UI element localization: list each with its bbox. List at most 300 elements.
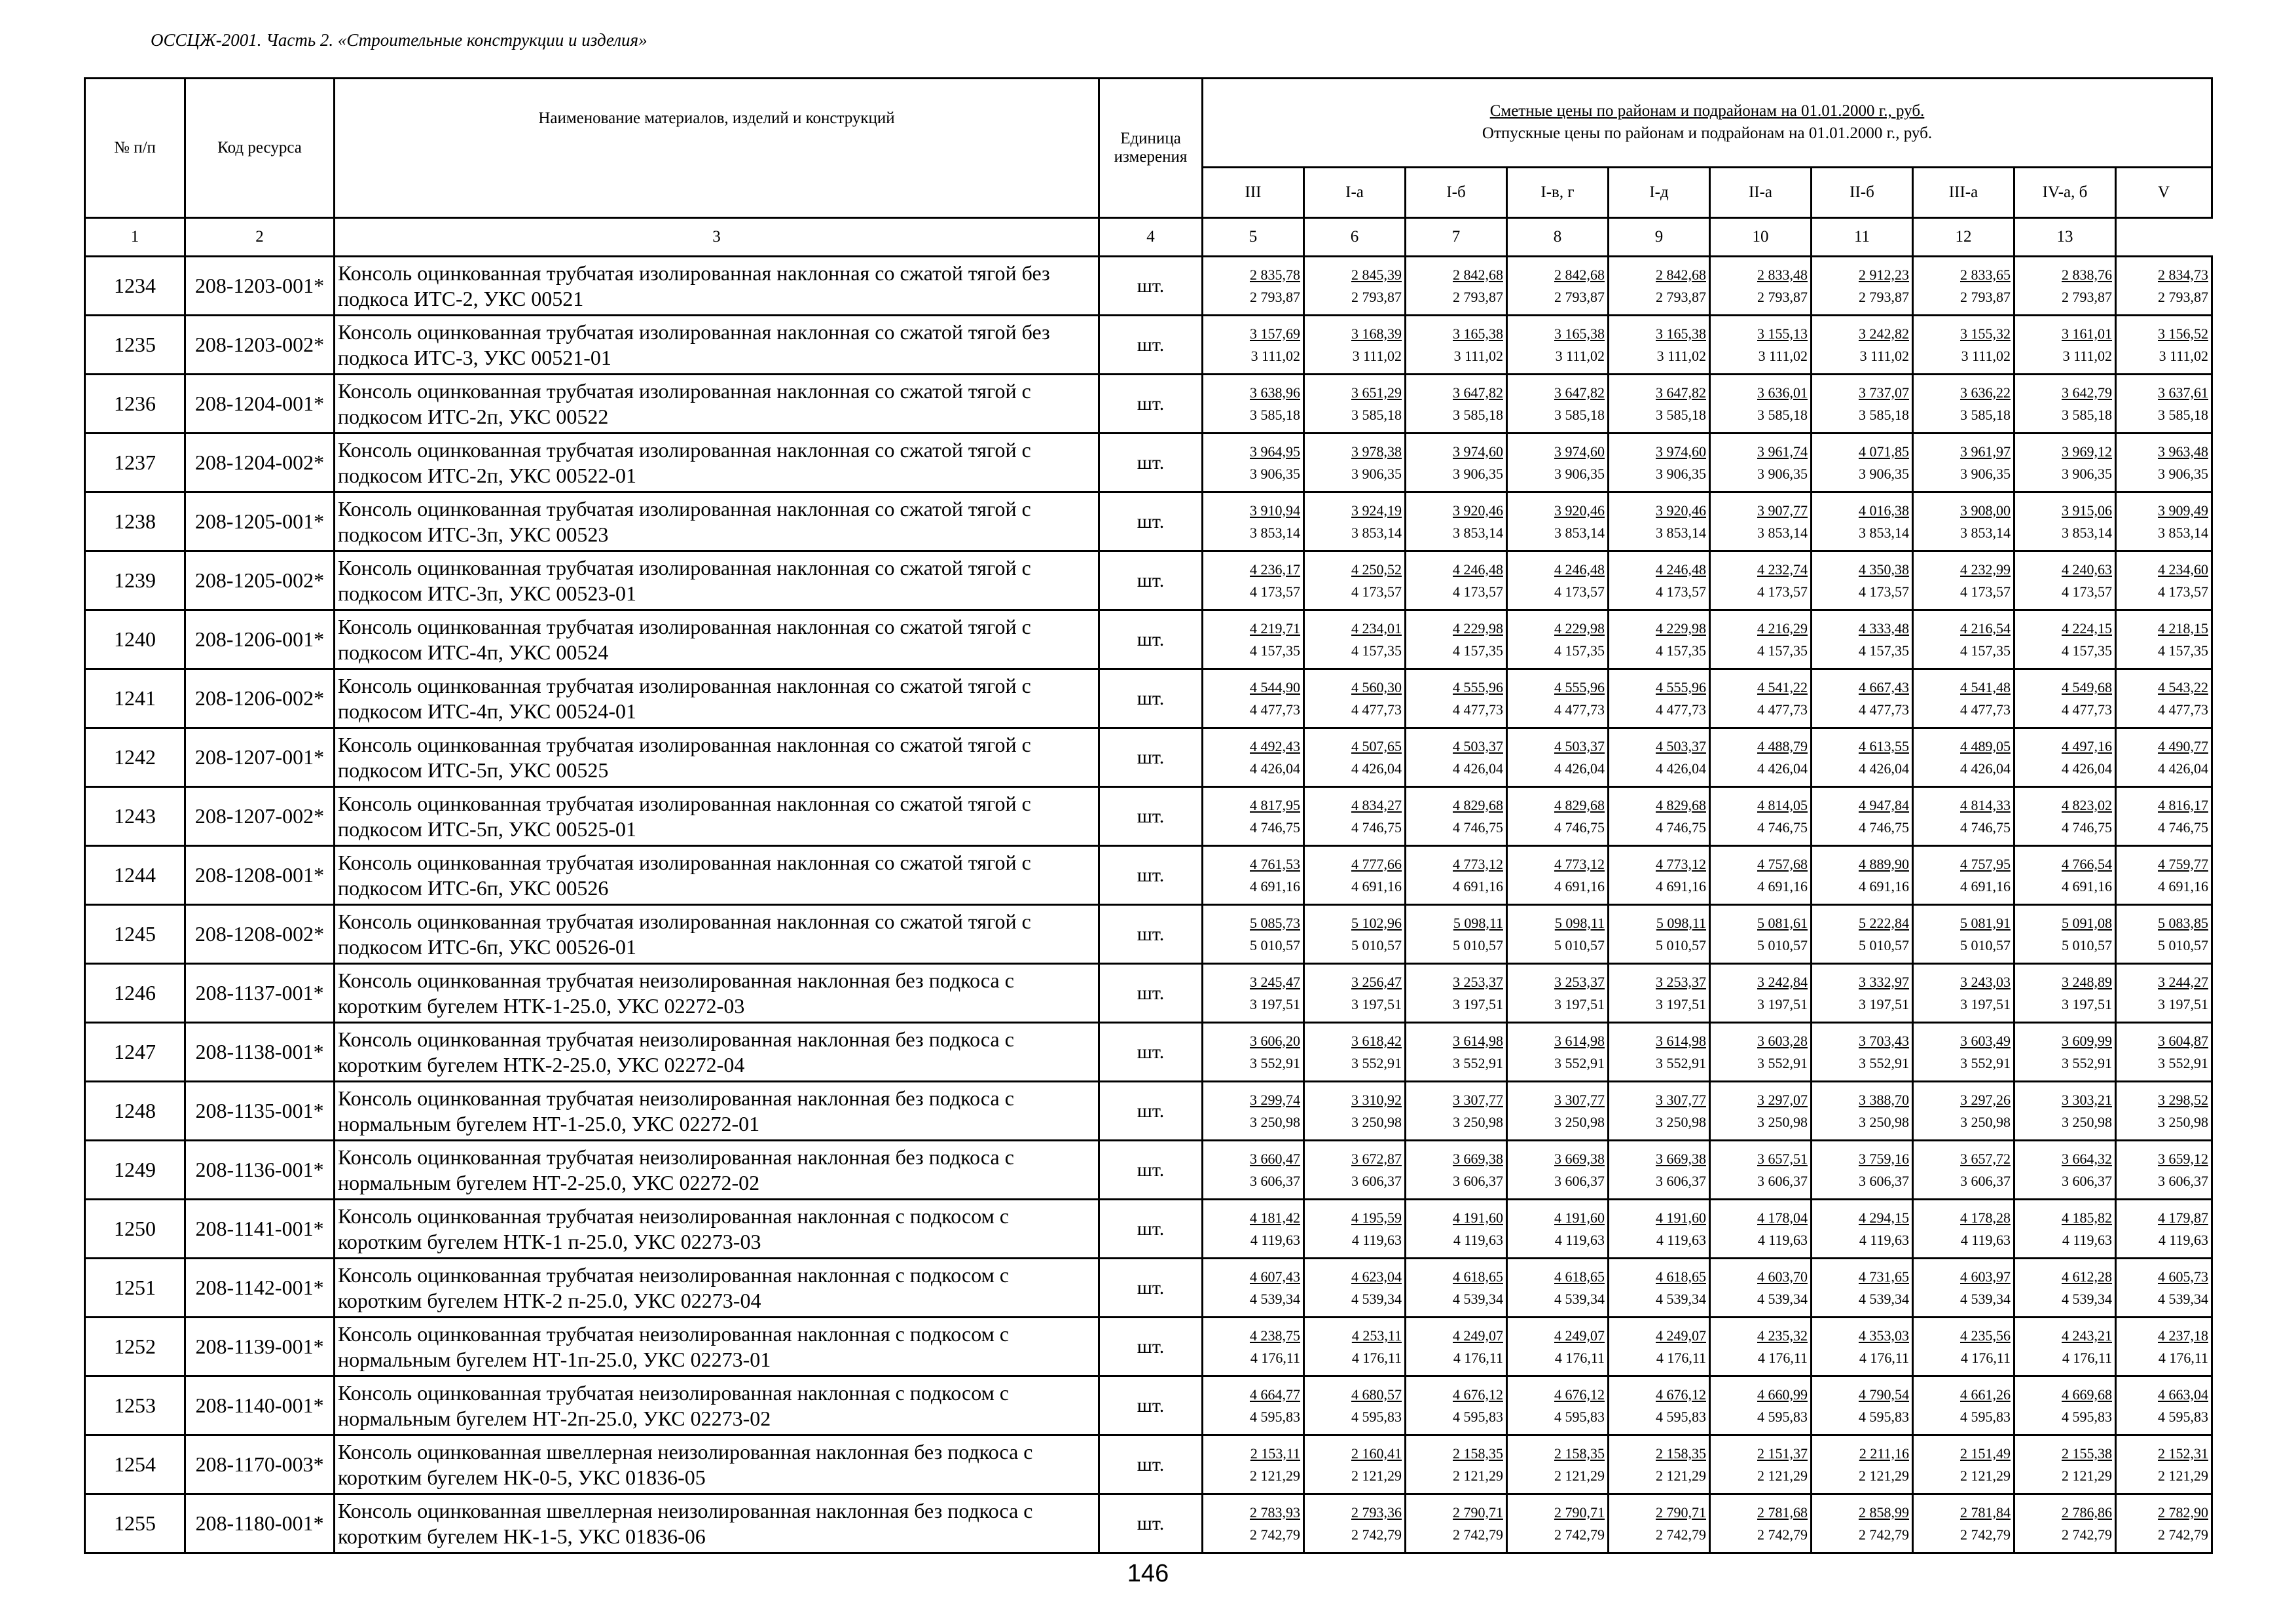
release-price: 3 552,91: [1656, 1054, 1706, 1071]
release-price: 2 793,87: [1656, 288, 1706, 305]
release-price: 4 157,35: [1250, 642, 1300, 659]
release-price: 4 173,57: [1757, 583, 1808, 600]
release-price: 4 426,04: [1757, 760, 1808, 777]
release-price: 4 176,11: [1757, 1349, 1808, 1366]
price-cell: [2014, 728, 2116, 787]
resource-code: 208-1141-001*: [185, 1200, 335, 1259]
estimate-price: 2 781,84: [1960, 1504, 2011, 1521]
estimate-price: 2 842,68: [1554, 266, 1605, 283]
release-price: 2 793,87: [1960, 288, 2011, 305]
estimate-price: 2 786,86: [2062, 1504, 2112, 1521]
release-price: 4 595,83: [1960, 1408, 2011, 1425]
release-price: 3 853,14: [1453, 524, 1503, 541]
estimate-price: 4 237,18: [2158, 1327, 2208, 1344]
release-price: 4 477,73: [1960, 701, 2011, 718]
estimate-price: 2 858,99: [1859, 1504, 1909, 1521]
release-price: 4 426,04: [2158, 760, 2208, 777]
resource-code: 208-1135-001*: [185, 1082, 335, 1141]
estimate-price: 4 555,96: [1554, 678, 1605, 695]
row-number: 1254: [85, 1435, 185, 1494]
release-price: 4 119,63: [2158, 1231, 2208, 1248]
estimate-price: 4 016,38: [1859, 502, 1909, 519]
price-cell: [1203, 1259, 1304, 1318]
release-price: 3 606,37: [1453, 1172, 1503, 1189]
price-cell: [1913, 1494, 2014, 1553]
release-price: 5 010,57: [1960, 936, 2011, 953]
estimate-price: 3 920,46: [1656, 502, 1706, 519]
price-cell: [1609, 375, 1710, 434]
price-cell: [1406, 375, 1507, 434]
table-row: [85, 1259, 2212, 1318]
price-cell: [1304, 905, 1406, 964]
release-price: 3 111,02: [1250, 347, 1300, 364]
release-price: 4 595,83: [2158, 1408, 2208, 1425]
estimate-price: 4 503,37: [1453, 737, 1503, 754]
estimate-price: 4 229,98: [1554, 619, 1605, 637]
release-price: 4 173,57: [1859, 583, 1909, 600]
price-cell: [1507, 1141, 1609, 1200]
release-price: 3 552,91: [1351, 1054, 1402, 1071]
estimate-price: 3 759,16: [1859, 1150, 1909, 1167]
release-price: 4 539,34: [1453, 1290, 1503, 1307]
estimate-price: 3 303,21: [2062, 1091, 2112, 1108]
price-cell: [1609, 1318, 1710, 1376]
price-cell: [1203, 964, 1304, 1023]
estimate-price: 3 669,38: [1453, 1150, 1503, 1167]
price-cell: [1913, 787, 2014, 846]
release-price: 3 606,37: [1960, 1172, 2011, 1189]
row-number: 1253: [85, 1376, 185, 1435]
release-price: 3 250,98: [1453, 1113, 1503, 1130]
release-price: 5 010,57: [2158, 936, 2208, 953]
release-price: 2 793,87: [1757, 288, 1808, 305]
resource-code: 208-1180-001*: [185, 1494, 335, 1553]
release-price: 4 426,04: [1453, 760, 1503, 777]
estimate-price: 4 236,17: [1250, 561, 1300, 578]
release-price: 2 742,79: [1960, 1526, 2011, 1543]
unit-cell: шт.: [1099, 1023, 1203, 1082]
release-price: 3 606,37: [1351, 1172, 1402, 1189]
release-price: 3 111,02: [2062, 347, 2112, 364]
price-cell: [1203, 316, 1304, 375]
release-price: 4 173,57: [1351, 583, 1402, 600]
estimate-price: 3 614,98: [1554, 1032, 1605, 1049]
estimate-price: 5 081,61: [1757, 914, 1808, 931]
estimate-price: 4 235,32: [1757, 1327, 1808, 1344]
price-cell: [1913, 1023, 2014, 1082]
release-price: 4 157,35: [1351, 642, 1402, 659]
item-name: Консоль оцинкованная трубчатая изолированная наклонная со сжатой тягой с подкосом ИТС-3п, УКС 00523: [335, 492, 1099, 551]
release-price: 4 173,57: [2158, 583, 2208, 600]
release-price: 4 691,16: [2158, 877, 2208, 895]
estimate-price: 2 155,38: [2062, 1445, 2112, 1462]
estimate-price: 4 492,43: [1250, 737, 1300, 754]
estimate-price: 3 669,38: [1656, 1150, 1706, 1167]
estimate-price: 5 098,11: [1554, 914, 1605, 931]
release-price: 3 585,18: [1250, 406, 1300, 423]
estimate-price: 3 299,74: [1250, 1091, 1300, 1108]
release-price: 2 793,87: [2158, 288, 2208, 305]
release-price: 4 746,75: [1859, 819, 1909, 836]
estimate-price: 2 790,71: [1453, 1504, 1503, 1521]
estimate-price: 4 790,54: [1859, 1386, 1909, 1403]
price-table: [84, 77, 2213, 1554]
column-number: 9: [1609, 218, 1710, 257]
release-price: 4 173,57: [2062, 583, 2112, 600]
release-price: 4 746,75: [2062, 819, 2112, 836]
release-price: 2 793,87: [1554, 288, 1605, 305]
unit-cell: шт.: [1099, 610, 1203, 669]
estimate-price: 3 659,12: [2158, 1150, 2208, 1167]
release-price: 3 552,91: [1960, 1054, 2011, 1071]
table-row: [85, 1200, 2212, 1259]
price-cell: [1406, 1376, 1507, 1435]
price-cell: [1406, 728, 1507, 787]
estimate-price: 3 298,52: [2158, 1091, 2208, 1108]
release-price: 2 121,29: [1960, 1467, 2011, 1484]
estimate-price: 5 091,08: [2062, 914, 2112, 931]
price-cell: [1406, 316, 1507, 375]
price-cell: [1203, 257, 1304, 316]
estimate-price: 5 222,84: [1859, 914, 1909, 931]
price-cell: [2116, 434, 2212, 492]
release-price: 3 906,35: [2158, 465, 2208, 482]
estimate-price: 3 651,29: [1351, 384, 1402, 401]
release-price: 4 176,11: [1859, 1349, 1909, 1366]
estimate-price: 2 153,11: [1250, 1445, 1300, 1462]
estimate-price: 4 676,12: [1554, 1386, 1605, 1403]
price-cell: [1913, 316, 2014, 375]
price-cell: [1304, 1494, 1406, 1553]
table-row: [85, 375, 2212, 434]
estimate-price: 4 731,65: [1859, 1268, 1909, 1285]
price-cell: [2014, 905, 2116, 964]
release-price: 3 853,14: [2158, 524, 2208, 541]
price-cell: [1710, 257, 1812, 316]
price-cell: [1913, 669, 2014, 728]
estimate-price: 4 507,65: [1351, 737, 1402, 754]
estimate-price: 4 816,17: [2158, 796, 2208, 813]
release-price: 2 793,87: [1250, 288, 1300, 305]
release-price: 3 111,02: [1859, 347, 1909, 364]
release-price: 4 477,73: [1453, 701, 1503, 718]
price-cell: [2116, 492, 2212, 551]
estimate-price: 3 974,60: [1656, 443, 1706, 460]
table-row: [85, 1082, 2212, 1141]
release-price: 4 176,11: [1453, 1349, 1503, 1366]
release-price: 3 197,51: [2062, 995, 2112, 1012]
estimate-price: 4 757,95: [1960, 855, 2011, 872]
release-price: 4 746,75: [2158, 819, 2208, 836]
unit-cell: шт.: [1099, 551, 1203, 610]
price-cell: [1812, 1494, 1913, 1553]
release-price: 3 606,37: [1554, 1172, 1605, 1189]
price-cell: [1609, 905, 1710, 964]
estimate-price: 4 773,12: [1554, 855, 1605, 872]
price-cell: [2014, 1435, 2116, 1494]
release-price: 2 742,79: [1453, 1526, 1503, 1543]
release-price: 4 119,63: [1453, 1231, 1503, 1248]
price-cell: [1812, 551, 1913, 610]
release-price: 2 793,87: [1859, 288, 1909, 305]
item-name: Консоль оцинкованная трубчатая неизолированная наклонная с подкосом с коротким бугелем НТК-1 п-25.0, УКС 02273-03: [335, 1200, 1099, 1259]
price-cell: [1812, 375, 1913, 434]
price-cell: [1203, 1141, 1304, 1200]
estimate-price: 4 350,38: [1859, 561, 1909, 578]
estimate-price: 4 488,79: [1757, 737, 1808, 754]
estimate-price: 3 243,03: [1960, 973, 2011, 990]
estimate-price: 3 637,61: [2158, 384, 2208, 401]
estimate-price: 2 790,71: [1656, 1504, 1706, 1521]
price-cell: [1609, 257, 1710, 316]
estimate-price: 2 781,68: [1757, 1504, 1808, 1521]
unit-cell: шт.: [1099, 787, 1203, 846]
release-price: 3 853,14: [1859, 524, 1909, 541]
estimate-price: 3 307,77: [1554, 1091, 1605, 1108]
price-cell: [1812, 492, 1913, 551]
estimate-price: 4 224,15: [2062, 619, 2112, 637]
estimate-price: 4 294,15: [1859, 1209, 1909, 1226]
release-price: 4 691,16: [2062, 877, 2112, 895]
release-price: 4 176,11: [1960, 1349, 2011, 1366]
estimate-price: 4 218,15: [2158, 619, 2208, 637]
price-cell: [1507, 787, 1609, 846]
price-cell: [2014, 1141, 2116, 1200]
release-price: 2 742,79: [1859, 1526, 1909, 1543]
table-row: [85, 1023, 2212, 1082]
table-row: [85, 257, 2212, 316]
price-cell: [1710, 610, 1812, 669]
price-cell: [1507, 1376, 1609, 1435]
estimate-price: 3 961,74: [1757, 443, 1808, 460]
release-price: 3 111,02: [1555, 347, 1605, 364]
estimate-price: 3 660,47: [1250, 1150, 1300, 1167]
header-name: Наименование материалов, изделий и конструкций: [335, 79, 1099, 218]
unit-cell: шт.: [1099, 434, 1203, 492]
price-cell: [1304, 669, 1406, 728]
release-price: 4 746,75: [1757, 819, 1808, 836]
release-price: 2 121,29: [2158, 1467, 2208, 1484]
release-price: 4 173,57: [1960, 583, 2011, 600]
release-price: 3 606,37: [1859, 1172, 1909, 1189]
price-cell: [2014, 1023, 2116, 1082]
estimate-price: 4 490,77: [2158, 737, 2208, 754]
price-cell: [1710, 905, 1812, 964]
price-cell: [1304, 1259, 1406, 1318]
estimate-price: 4 669,68: [2062, 1386, 2112, 1403]
estimate-price: 4 761,53: [1250, 855, 1300, 872]
price-cell: [1304, 1318, 1406, 1376]
release-price: 3 606,37: [2158, 1172, 2208, 1189]
row-number: 1247: [85, 1023, 185, 1082]
release-price: 4 157,35: [1656, 642, 1706, 659]
release-price: 3 197,51: [1656, 995, 1706, 1012]
price-cell: [1710, 375, 1812, 434]
price-cell: [1710, 1023, 1812, 1082]
estimate-price: 3 242,82: [1859, 325, 1909, 342]
resource-code: 208-1140-001*: [185, 1376, 335, 1435]
price-cell: [1304, 257, 1406, 316]
estimate-price: 4 503,37: [1554, 737, 1605, 754]
estimate-price: 4 229,98: [1453, 619, 1503, 637]
column-number: 4: [1099, 218, 1203, 257]
price-cell: [1710, 787, 1812, 846]
price-cell: [1304, 316, 1406, 375]
price-cell: [2014, 964, 2116, 1023]
estimate-price: 4 249,07: [1554, 1327, 1605, 1344]
table-row: [85, 1494, 2212, 1553]
estimate-price: 4 240,63: [2062, 561, 2112, 578]
release-price: 3 853,14: [2062, 524, 2112, 541]
unit-cell: шт.: [1099, 728, 1203, 787]
release-price: 4 746,75: [1250, 819, 1300, 836]
release-price: 3 853,14: [1656, 524, 1706, 541]
item-name: Консоль оцинкованная трубчатая изолированная наклонная со сжатой тягой с подкосом ИТС-6п, УКС 00526-01: [335, 905, 1099, 964]
release-price: 3 197,51: [1859, 995, 1909, 1012]
release-price: 4 157,35: [2062, 642, 2112, 659]
release-price: 4 477,73: [1250, 701, 1300, 718]
price-cell: [1406, 434, 1507, 492]
release-price: 3 111,02: [1453, 347, 1503, 364]
release-price: 3 552,91: [1757, 1054, 1808, 1071]
row-number: 1238: [85, 492, 185, 551]
resource-code: 208-1142-001*: [185, 1259, 335, 1318]
price-cell: [1913, 375, 2014, 434]
row-number: 1242: [85, 728, 185, 787]
estimate-price: 2 158,35: [1453, 1445, 1503, 1462]
resource-code: 208-1203-002*: [185, 316, 335, 375]
price-cell: [1406, 551, 1507, 610]
price-cell: [2014, 1318, 2116, 1376]
price-cell: [2116, 787, 2212, 846]
estimate-price: 4 889,90: [1859, 855, 1909, 872]
column-number: 2: [185, 218, 335, 257]
column-number: 7: [1406, 218, 1507, 257]
price-cell: [2014, 1200, 2116, 1259]
row-number: 1249: [85, 1141, 185, 1200]
price-cell: [1406, 1494, 1507, 1553]
release-price: 4 539,34: [2158, 1290, 2208, 1307]
unit-cell: шт.: [1099, 905, 1203, 964]
release-price: 4 691,16: [1250, 877, 1300, 895]
price-cell: [2116, 728, 2212, 787]
header-num: № п/п: [85, 79, 185, 218]
price-cell: [2116, 1200, 2212, 1259]
estimate-price: 3 603,49: [1960, 1032, 2011, 1049]
price-cell: [1812, 434, 1913, 492]
unit-cell: шт.: [1099, 846, 1203, 905]
price-cell: [1710, 846, 1812, 905]
price-cell: [1812, 1082, 1913, 1141]
unit-cell: шт.: [1099, 1200, 1203, 1259]
page-header: ОССЦЖ-2001. Часть 2. «Строительные конструкции и изделия»: [151, 30, 647, 50]
release-price: 2 121,29: [1757, 1467, 1808, 1484]
release-price: 2 742,79: [2062, 1526, 2112, 1543]
estimate-price: 4 185,82: [2062, 1209, 2112, 1226]
release-price: 3 111,02: [1961, 347, 2011, 364]
price-cell: [2116, 1023, 2212, 1082]
column-number: 5: [1203, 218, 1304, 257]
estimate-price: 3 974,60: [1453, 443, 1503, 460]
item-name: Консоль оцинкованная трубчатая изолированная наклонная со сжатой тягой без подкоса ИТС-2, УКС 00521: [335, 257, 1099, 316]
release-price: 3 552,91: [1250, 1054, 1300, 1071]
price-cell: [1203, 1494, 1304, 1553]
estimate-price: 3 253,37: [1554, 973, 1605, 990]
estimate-price: 4 773,12: [1656, 855, 1706, 872]
price-cell: [1913, 257, 2014, 316]
price-cell: [2014, 316, 2116, 375]
price-cell: [2116, 1259, 2212, 1318]
estimate-price: 3 636,01: [1757, 384, 1808, 401]
estimate-price: 2 151,49: [1960, 1445, 2011, 1462]
price-cell: [1304, 1435, 1406, 1494]
estimate-price: 3 703,43: [1859, 1032, 1909, 1049]
estimate-price: 4 544,90: [1250, 678, 1300, 695]
release-price: 3 111,02: [1758, 347, 1808, 364]
estimate-price: 4 605,73: [2158, 1268, 2208, 1285]
resource-code: 208-1139-001*: [185, 1318, 335, 1376]
estimate-price: 4 560,30: [1351, 678, 1402, 695]
resource-code: 208-1203-001*: [185, 257, 335, 316]
release-price: 4 426,04: [1859, 760, 1909, 777]
release-price: 4 119,63: [1656, 1231, 1706, 1248]
price-cell: [2116, 1141, 2212, 1200]
price-cell: [1812, 787, 1913, 846]
release-price: 3 585,18: [1453, 406, 1503, 423]
release-price: 4 595,83: [2062, 1408, 2112, 1425]
release-price: 3 250,98: [1757, 1113, 1808, 1130]
release-price: 3 906,35: [1656, 465, 1706, 482]
release-price: 4 539,34: [1351, 1290, 1402, 1307]
region-header: I-а: [1304, 167, 1406, 217]
price-cell: [1203, 787, 1304, 846]
release-price: 4 477,73: [2062, 701, 2112, 718]
release-price: 4 426,04: [1351, 760, 1402, 777]
price-cell: [1406, 257, 1507, 316]
release-price: 2 742,79: [1351, 1526, 1402, 1543]
release-price: 3 585,18: [2062, 406, 2112, 423]
estimate-price: 4 219,71: [1250, 619, 1300, 637]
price-cell: [1609, 728, 1710, 787]
price-cell: [1203, 1200, 1304, 1259]
item-name: Консоль оцинкованная трубчатая неизолированная наклонная без подкоса с коротким бугелем НТК-2-25.0, УКС 02272-04: [335, 1023, 1099, 1082]
estimate-price: 3 638,96: [1250, 384, 1300, 401]
release-price: 4 173,57: [1554, 583, 1605, 600]
price-cell: [1812, 964, 1913, 1023]
release-price: 4 595,83: [1757, 1408, 1808, 1425]
estimate-price: 4 235,56: [1960, 1327, 2011, 1344]
price-cell: [1304, 1023, 1406, 1082]
price-cell: [1609, 1435, 1710, 1494]
unit-cell: шт.: [1099, 257, 1203, 316]
price-cell: [1812, 1023, 1913, 1082]
table-row: [85, 492, 2212, 551]
estimate-price: 4 766,54: [2062, 855, 2112, 872]
release-price: 3 111,02: [2159, 347, 2208, 364]
price-cell: [2014, 492, 2116, 551]
estimate-price: 3 647,82: [1656, 384, 1706, 401]
item-name: Консоль оцинкованная трубчатая неизолированная наклонная с подкосом с коротким бугелем НТК-2 п-25.0, УКС 02273-04: [335, 1259, 1099, 1318]
region-header: III-а: [1913, 167, 2014, 217]
price-cell: [1710, 1435, 1812, 1494]
release-price: 3 250,98: [1859, 1113, 1909, 1130]
estimate-price: 3 307,77: [1656, 1091, 1706, 1108]
price-cell: [1304, 1082, 1406, 1141]
price-cell: [2116, 551, 2212, 610]
resource-code: 208-1208-002*: [185, 905, 335, 964]
resource-code: 208-1204-001*: [185, 375, 335, 434]
release-price: 4 539,34: [1960, 1290, 2011, 1307]
